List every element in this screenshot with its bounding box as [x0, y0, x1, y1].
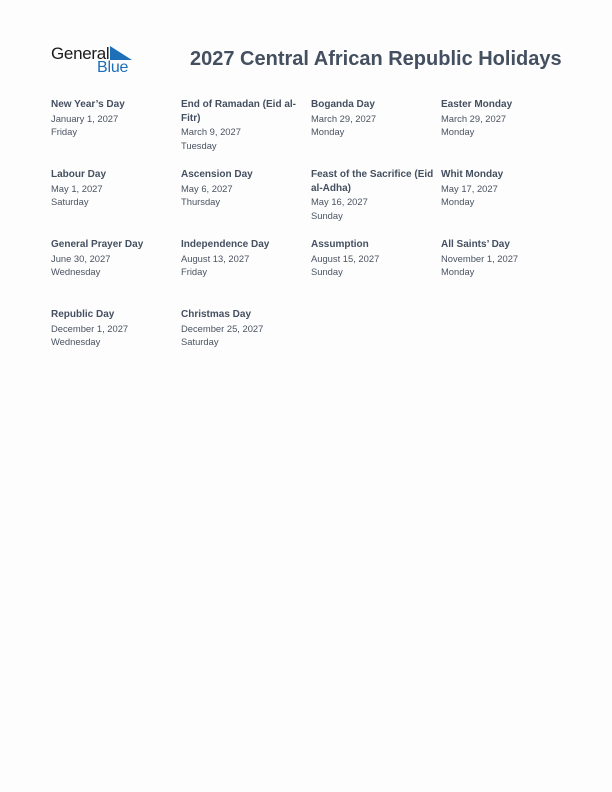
- holiday-date: March 29, 2027: [441, 112, 507, 124]
- holiday-date: November 1, 2027: [441, 252, 519, 264]
- holiday-entry: [51, 98, 181, 168]
- holiday-entry: [441, 168, 571, 238]
- holiday-name: Whit Monday: [441, 169, 504, 180]
- holiday-date: May 17, 2027: [441, 182, 498, 194]
- holiday-entry: [311, 238, 441, 308]
- holiday-weekday: Saturday: [51, 196, 89, 208]
- holiday-weekday: Thursday: [181, 196, 221, 208]
- holiday-date: May 1, 2027: [51, 182, 103, 194]
- holiday-entry: [181, 98, 311, 168]
- holiday-row: [51, 308, 571, 378]
- holiday-row: [51, 238, 571, 308]
- holiday-weekday: Tuesday: [181, 139, 217, 151]
- holiday-name: Boganda Day: [311, 99, 375, 110]
- holiday-weekday: Wednesday: [51, 336, 101, 348]
- holiday-date: December 25, 2027: [181, 322, 264, 334]
- holiday-date: August 15, 2027: [311, 252, 380, 264]
- holiday-entry: [181, 168, 311, 238]
- brand-logo: [51, 44, 141, 78]
- holiday-name: New Year’s Day: [51, 99, 125, 110]
- holiday-weekday: Sunday: [311, 266, 343, 278]
- holiday-weekday: Monday: [441, 126, 475, 138]
- holiday-weekday: Sunday: [311, 209, 343, 221]
- holiday-date: December 1, 2027: [51, 322, 129, 334]
- holiday-weekday: Monday: [441, 196, 475, 208]
- holiday-date: June 30, 2027: [51, 252, 111, 264]
- holiday-name: Easter Monday: [441, 99, 513, 110]
- holiday-name: Feast of the Sacrifice (Eid al-Adha): [311, 169, 434, 194]
- holiday-grid: [51, 98, 571, 378]
- holiday-entry: [51, 238, 181, 308]
- holiday-name: Ascension Day: [181, 169, 253, 180]
- holiday-name: Assumption: [311, 239, 369, 250]
- holiday-entry: [311, 98, 441, 168]
- logo-triangle-icon: [110, 46, 132, 60]
- holiday-date: March 9, 2027: [181, 126, 241, 138]
- holiday-name: General Prayer Day: [51, 239, 144, 250]
- holiday-weekday: Friday: [51, 126, 78, 138]
- holiday-entry: [51, 308, 181, 378]
- holiday-date: March 29, 2027: [311, 112, 377, 124]
- holiday-name: Independence Day: [181, 239, 270, 250]
- page-title: 2027 Central African Republic Holidays: [190, 48, 562, 70]
- holiday-date: May 16, 2027: [311, 196, 368, 208]
- brand-name-general: General: [51, 44, 110, 63]
- holiday-name: Republic Day: [51, 309, 115, 320]
- holiday-row: [51, 168, 571, 238]
- holiday-row: [51, 98, 571, 168]
- holiday-name: Labour Day: [51, 169, 107, 180]
- holiday-weekday: Saturday: [181, 336, 219, 348]
- holiday-weekday: Wednesday: [51, 266, 101, 278]
- holiday-entry: [181, 308, 311, 378]
- holiday-entry: [311, 168, 441, 238]
- holiday-entry: [441, 238, 571, 308]
- holiday-weekday: Friday: [181, 266, 208, 278]
- holiday-weekday: Monday: [441, 266, 475, 278]
- holiday-date: January 1, 2027: [51, 112, 119, 124]
- holiday-entry: [181, 238, 311, 308]
- brand-name-blue: Blue: [97, 59, 129, 76]
- holiday-name: All Saints’ Day: [441, 239, 510, 250]
- holiday-name: Christmas Day: [181, 309, 252, 320]
- holiday-name: End of Ramadan (Eid al-Fitr): [181, 99, 297, 124]
- holiday-date: May 6, 2027: [181, 182, 233, 194]
- holiday-date: August 13, 2027: [181, 252, 250, 264]
- holiday-weekday: Monday: [311, 126, 345, 138]
- holiday-entry: [441, 98, 571, 168]
- holiday-entry: [51, 168, 181, 238]
